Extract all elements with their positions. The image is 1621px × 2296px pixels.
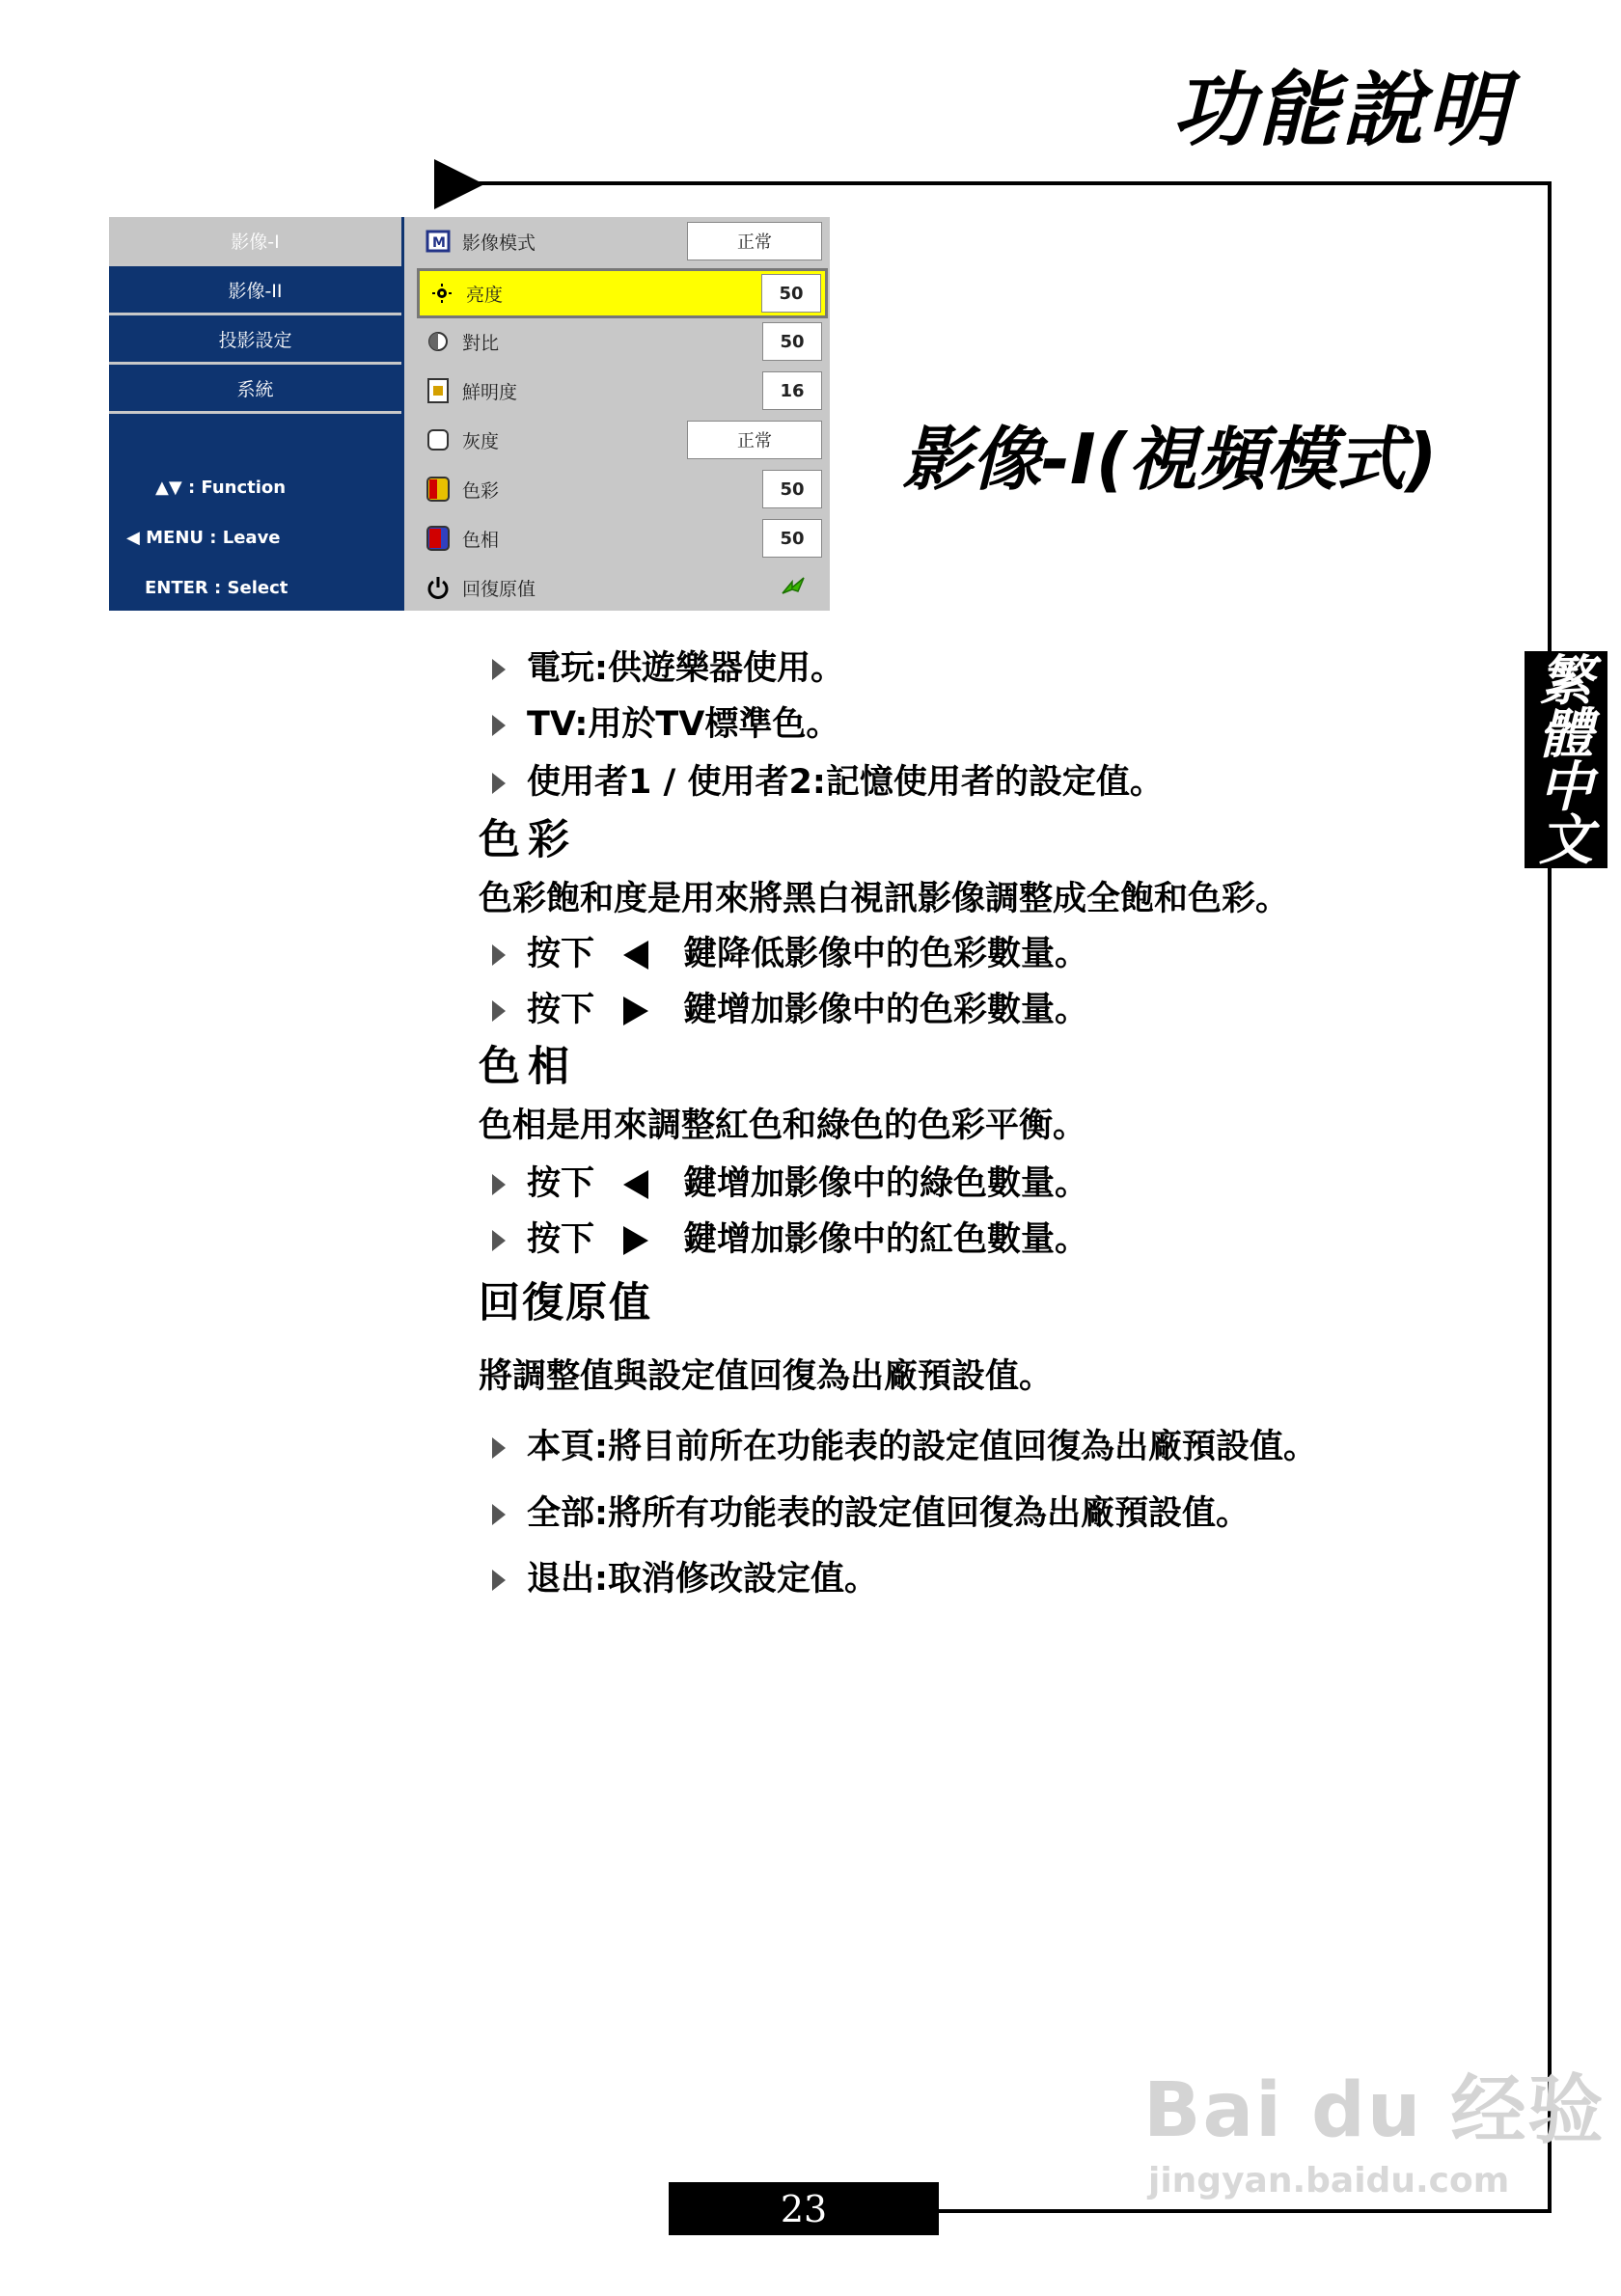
osd-tab-projection[interactable]: 投影設定 <box>109 315 401 365</box>
osd-help-text: ENTER : Select <box>145 578 288 598</box>
frame-bottom-line <box>936 2209 1552 2213</box>
osd-help-select <box>145 578 288 598</box>
list-item-text: 鍵降低影像中的色彩數量。 <box>683 935 1089 973</box>
list-item <box>492 763 1164 802</box>
list-item <box>492 1220 1089 1259</box>
osd-tab-system[interactable]: 系統 <box>109 365 401 414</box>
reset-icon <box>422 575 454 600</box>
list-item-text: TV:用於TV標準色。 <box>527 705 840 744</box>
page-title: 功能說明 <box>1172 63 1513 157</box>
osd-row-label: 影像模式 <box>462 232 536 254</box>
osd-help-function <box>155 478 286 498</box>
osd-help-leave <box>126 528 281 548</box>
bullet-icon <box>492 773 506 794</box>
list-item <box>492 1164 1089 1203</box>
frame-top-line <box>478 181 1552 185</box>
osd-row-brightness[interactable] <box>420 271 825 315</box>
color-description <box>479 880 1290 918</box>
svg-text:M: M <box>432 235 446 251</box>
left-arrow-icon <box>623 1170 648 1199</box>
osd-row-value: 正常 <box>687 222 822 260</box>
reset-description <box>479 1357 1054 1396</box>
osd-row-value: 16 <box>762 371 822 410</box>
osd-row-label: 鮮明度 <box>462 381 518 403</box>
osd-row-value: 50 <box>762 519 822 558</box>
tint-description <box>479 1109 1086 1143</box>
color-icon <box>422 477 454 502</box>
osd-row-label: 色相 <box>462 529 500 551</box>
osd-menu <box>109 217 830 611</box>
osd-row-value: 正常 <box>687 421 822 459</box>
section-title: 影像-I(視頻模式) <box>902 419 1438 500</box>
list-item-text: 本頁:將目前所在功能表的設定值回復為出廠預設值。 <box>527 1428 1317 1466</box>
frame-right-line <box>1548 181 1552 2213</box>
press-label: 按下 <box>527 991 595 1029</box>
list-item <box>492 1428 1317 1466</box>
list-item-text: 退出:取消修改設定值。 <box>527 1560 878 1599</box>
list-item-text: 使用者1 / 使用者2:記憶使用者的設定值。 <box>527 763 1164 802</box>
language-tab-char: 中 <box>1539 756 1593 819</box>
osd-help-text: MENU : Leave <box>146 528 281 548</box>
language-tab-char: 繁 <box>1539 650 1593 713</box>
list-item-text: 全部:將所有功能表的設定值回復為出廠預設值。 <box>527 1494 1250 1533</box>
bullet-icon <box>492 715 506 736</box>
list-item <box>492 991 1089 1029</box>
bullet-icon <box>492 659 506 680</box>
color-description-text: 色彩飽和度是用來將黑白視訊影像調整成全飽和色彩。 <box>479 880 1290 918</box>
language-tab <box>1525 650 1607 872</box>
list-item-text: 電玩:供遊樂器使用。 <box>527 649 844 688</box>
osd-tab-panel <box>109 217 404 611</box>
image-mode-icon <box>422 230 454 253</box>
bullet-icon <box>492 1504 506 1525</box>
sharpness-icon <box>422 378 454 403</box>
right-arrow-icon <box>623 1226 648 1255</box>
osd-row-label: 灰度 <box>462 430 500 452</box>
left-arrow-icon <box>623 941 648 970</box>
list-item <box>492 649 844 688</box>
list-item-text: 鍵增加影像中的綠色數量。 <box>683 1164 1089 1203</box>
osd-row-label: 亮度 <box>466 284 504 306</box>
osd-row-image-mode[interactable] <box>416 219 826 263</box>
osd-row-reset[interactable] <box>416 565 826 610</box>
page-number: 23 <box>669 2182 939 2235</box>
up-down-arrows-icon: ▲▼ <box>155 478 182 498</box>
brightness-icon <box>426 284 458 303</box>
osd-row-label: 回復原值 <box>462 578 536 600</box>
tint-heading: 色相 <box>479 1043 577 1091</box>
press-label: 按下 <box>527 935 595 973</box>
osd-row-sharpness[interactable] <box>416 369 826 413</box>
bullet-icon <box>492 1570 506 1591</box>
press-label: 按下 <box>527 1164 595 1203</box>
osd-row-color[interactable] <box>416 467 826 511</box>
osd-row-value: 50 <box>762 470 822 508</box>
right-arrow-icon <box>623 997 648 1025</box>
reset-description-text: 將調整值與設定值回復為出廠預設值。 <box>479 1357 1054 1396</box>
list-item <box>492 1560 878 1599</box>
bullet-icon <box>492 944 506 966</box>
watermark-url: jingyan.baidu.com <box>1148 2161 1510 2200</box>
left-arrow-icon: ◀ <box>126 528 140 548</box>
language-tab-char: 文 <box>1539 809 1593 872</box>
list-item <box>492 935 1089 973</box>
contrast-icon <box>422 331 454 352</box>
osd-row-contrast[interactable] <box>416 319 826 364</box>
osd-row-gamma[interactable] <box>416 418 826 462</box>
list-item-text: 鍵增加影像中的色彩數量。 <box>683 991 1089 1029</box>
osd-row-value: 50 <box>761 274 821 313</box>
reset-heading: 回復原值 <box>479 1279 652 1327</box>
color-heading: 色彩 <box>479 816 577 864</box>
language-tab-char: 體 <box>1539 703 1593 766</box>
osd-tab-image-2[interactable]: 影像-II <box>109 266 401 315</box>
osd-row-label: 對比 <box>462 332 500 354</box>
osd-row-label: 色彩 <box>462 479 500 502</box>
enter-arrow-icon <box>764 574 822 601</box>
bullet-icon <box>492 1230 506 1251</box>
osd-row-value: 50 <box>762 322 822 361</box>
osd-help-text: : Function <box>187 478 287 498</box>
osd-tab-image-1[interactable]: 影像-I <box>109 217 401 266</box>
tint-icon <box>422 526 454 551</box>
gamma-icon <box>422 428 454 451</box>
press-label: 按下 <box>527 1220 595 1259</box>
list-item <box>492 705 840 744</box>
osd-row-tint[interactable] <box>416 516 826 560</box>
bullet-icon <box>492 1000 506 1022</box>
list-item <box>492 1494 1250 1533</box>
tint-description-text: 色相是用來調整紅色和綠色的色彩平衡。 <box>479 1107 1087 1145</box>
list-item-text: 鍵增加影像中的紅色數量。 <box>683 1220 1089 1259</box>
bullet-icon <box>492 1437 506 1459</box>
bullet-icon <box>492 1174 506 1195</box>
watermark-logo: Bai du 经验 <box>1143 2067 1606 2154</box>
